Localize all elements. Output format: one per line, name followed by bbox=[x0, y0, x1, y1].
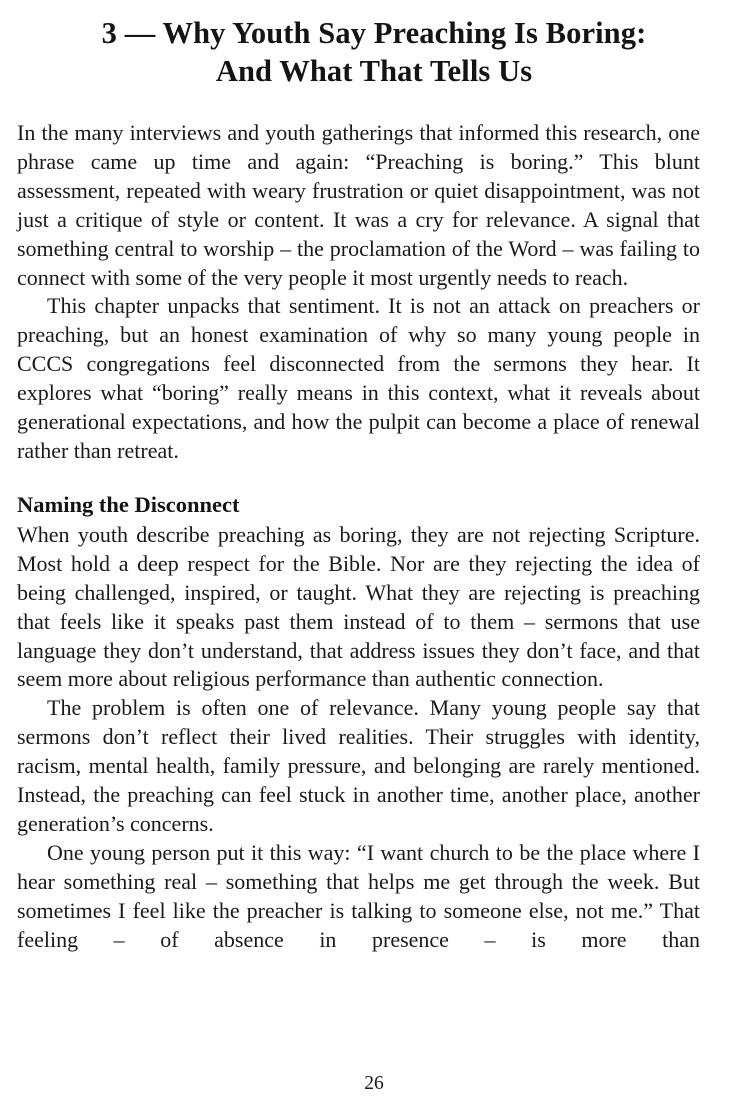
body-text-block bbox=[0, 119, 748, 983]
paragraph-1: In the many interviews and youth gatherings that informed this research, one phrase came up time and again: “Preaching is boring.” This blunt assessment, repeated with weary frustration or quiet disappointment, was not just a critique of style or content. It was a cry for relevance. A signal that something central to worship – the proclamation of the Word – was failing to connect with some of the very people it most urgently needs to reach. bbox=[17, 120, 700, 290]
page-title bbox=[0, 0, 748, 90]
paragraph-4: The problem is often one of relevance. Many young people say that sermons don’t reflect their lived realities. Their struggles with identity, racism, mental health, family pressure, and belonging are rarely mentioned. Instead, the preaching can feel stuck in another time, another place, another generation’s concerns. bbox=[17, 695, 700, 836]
section-heading-naming-the-disconnect: Naming the Disconnect bbox=[17, 491, 240, 517]
chapter-title-line-2: And What That Tells Us bbox=[215, 54, 533, 88]
chapter-title-line-1: 3 — Why Youth Say Preaching Is Boring: bbox=[101, 16, 647, 50]
title-body-divider bbox=[0, 90, 748, 119]
paragraph-5: One young person put it this way: “I want church to be the place where I hear something real – something that helps me get through the week. But sometimes I feel like the preacher is talking to someone else, not me.” That feeling – of absence in presence – is more than bbox=[17, 839, 700, 952]
page-number: 26 bbox=[364, 1073, 384, 1094]
paragraph-3: When youth describe preaching as boring, they are not rejecting Scripture. Most hold a deep respect for the Bible. Nor are they rejecting the idea of being challenged, inspired, or taught. What they are rejecting is preaching that feels like it speaks past them instead of to them – sermons that use language they don’t understand, that address issues they don’t face, and that seem more about religious performance than authentic connection. bbox=[17, 521, 700, 692]
paragraph-2: This chapter unpacks that sentiment. It is not an attack on preachers or preaching, but an honest examination of why so many young people in CCCS congregations feel disconnected from the sermons they hear. It explores what “boring” really means in this context, what it reveals about generational expectations, and how the pulpit can become a place of renewal rather than retreat. bbox=[17, 293, 700, 463]
